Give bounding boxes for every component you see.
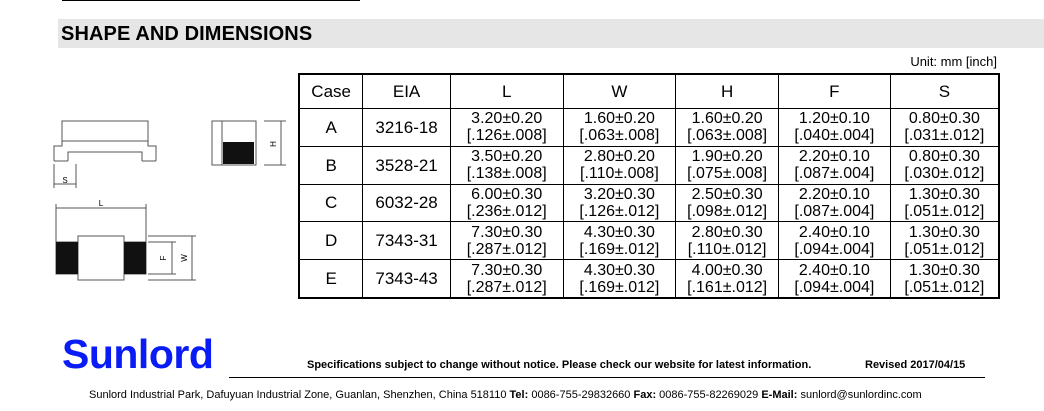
cell-case: A — [299, 109, 363, 147]
value-mm: 1.30±0.30 — [908, 223, 980, 241]
cell-h — [676, 222, 779, 260]
value-mm: 3.20±0.20 — [471, 110, 543, 128]
cell-case: D — [299, 222, 363, 260]
footer-address: Sunlord Industrial Park, Dafuyuan Industrial Zone, Guanlan, Shenzhen, China 518110 — [89, 389, 507, 401]
cell-l — [450, 146, 563, 184]
table-header-row — [299, 74, 999, 109]
cell-eia: 7343-43 — [363, 260, 451, 298]
value-inch: [.051±.012] — [904, 240, 985, 258]
cell-w — [563, 260, 676, 298]
revised-date: Revised 2017/04/15 — [865, 359, 966, 371]
value-mm: 4.30±0.30 — [583, 223, 655, 241]
table-row — [299, 184, 999, 222]
label-w: W — [180, 254, 189, 262]
value-inch: [.126±.008] — [466, 127, 547, 145]
value-mm: 1.90±0.20 — [691, 148, 763, 166]
value-inch: [.110±.008] — [580, 165, 659, 183]
value-inch: [.110±.012] — [687, 240, 767, 258]
table-row — [299, 109, 999, 147]
value-inch: [.087±.004] — [794, 202, 875, 220]
cell-s — [890, 146, 999, 184]
footer-email[interactable]: sunlord@sunlordinc.com — [800, 389, 922, 401]
component-drawing — [48, 104, 298, 304]
value-inch: [.287±.012] — [466, 278, 547, 296]
label-s: S — [62, 176, 68, 185]
footer — [89, 389, 922, 401]
value-inch: [.030±.012] — [904, 165, 985, 183]
value-inch: [.169±.012] — [579, 240, 660, 258]
value-mm: 2.20±0.10 — [798, 185, 870, 203]
value-mm: 2.80±0.30 — [691, 223, 763, 241]
value-mm: 7.30±0.30 — [471, 261, 543, 279]
top-rule — [62, 0, 360, 1]
table-row — [299, 260, 999, 298]
notice-text: Specifications subject to change without notice. Please check our website for latest information. — [307, 359, 812, 371]
label-h: H — [269, 141, 278, 147]
cell-s — [890, 184, 999, 222]
dimensions-table — [298, 73, 1000, 299]
header-s: S — [890, 74, 999, 109]
cell-eia: 3216-18 — [363, 109, 451, 147]
cell-l — [450, 109, 563, 147]
value-inch: [.051±.012] — [904, 202, 985, 220]
footer-email-label: E-Mail: — [761, 389, 798, 401]
value-inch: [.287±.012] — [466, 240, 547, 258]
value-inch: [.040±.004] — [794, 127, 875, 145]
value-mm: 1.60±0.20 — [691, 110, 763, 128]
value-inch: [.138±.008] — [466, 165, 547, 183]
cell-l — [450, 260, 563, 298]
cell-case: C — [299, 184, 363, 222]
cell-w — [563, 109, 676, 147]
cell-w — [563, 184, 676, 222]
value-mm: 1.30±0.30 — [908, 261, 980, 279]
label-l: L — [98, 199, 104, 208]
cell-s — [890, 222, 999, 260]
cell-case: E — [299, 260, 363, 298]
footer-tel-label: Tel: — [509, 389, 529, 401]
value-inch: [.094±.004] — [794, 278, 875, 296]
header-f: F — [779, 74, 891, 109]
cell-l — [450, 222, 563, 260]
value-mm: 7.30±0.30 — [471, 223, 543, 241]
value-mm: 1.60±0.20 — [583, 110, 655, 128]
header-case: Case — [299, 74, 363, 109]
table-row — [299, 222, 999, 260]
value-inch: [.098±.012] — [687, 202, 768, 220]
header-h: H — [676, 74, 779, 109]
cell-eia: 6032-28 — [363, 184, 451, 222]
value-mm: 1.30±0.30 — [908, 185, 980, 203]
value-mm: 0.80±0.30 — [908, 110, 980, 128]
value-mm: 2.50±0.30 — [691, 185, 763, 203]
cell-h — [676, 260, 779, 298]
value-mm: 4.00±0.30 — [691, 261, 763, 279]
cell-f — [779, 109, 891, 147]
cell-eia: 3528-21 — [363, 146, 451, 184]
brand-rule — [229, 377, 985, 378]
value-mm: 0.80±0.30 — [908, 148, 980, 166]
cell-s — [890, 260, 999, 298]
value-inch: [.087±.004] — [794, 165, 875, 183]
value-mm: 2.40±0.10 — [798, 223, 870, 241]
cell-w — [563, 222, 676, 260]
value-mm: 1.20±0.10 — [798, 110, 870, 128]
value-inch: [.094±.004] — [794, 240, 875, 258]
value-inch: [.031±.012] — [904, 127, 985, 145]
value-inch: [.075±.008] — [687, 165, 768, 183]
value-inch: [.236±.012] — [466, 202, 547, 220]
value-mm: 2.40±0.10 — [798, 261, 870, 279]
value-mm: 2.20±0.10 — [798, 148, 870, 166]
section-title: SHAPE AND DIMENSIONS — [61, 23, 313, 45]
cell-h — [676, 184, 779, 222]
cell-s — [890, 109, 999, 147]
value-mm: 4.30±0.30 — [583, 261, 655, 279]
value-inch: [.126±.012] — [579, 202, 660, 220]
table-row — [299, 146, 999, 184]
value-mm: 3.50±0.20 — [471, 148, 543, 166]
value-inch: [.063±.008] — [579, 127, 660, 145]
value-mm: 6.00±0.30 — [471, 185, 543, 203]
brand-logo: Sunlord — [62, 331, 214, 377]
unit-label: Unit: mm [inch] — [910, 54, 997, 69]
cell-h — [676, 146, 779, 184]
value-mm: 3.20±0.30 — [583, 185, 655, 203]
cell-h — [676, 109, 779, 147]
header-w: W — [563, 74, 676, 109]
cell-f — [779, 184, 891, 222]
cell-w — [563, 146, 676, 184]
cell-f — [779, 146, 891, 184]
footer-fax: 0086-755-82269029 — [659, 389, 759, 401]
cell-case: B — [299, 146, 363, 184]
value-inch: [.161±.012] — [687, 278, 768, 296]
cell-f — [779, 222, 891, 260]
header-l: L — [450, 74, 563, 109]
header-eia: EIA — [363, 74, 451, 109]
value-inch: [.063±.008] — [687, 127, 768, 145]
footer-fax-label: Fax: — [633, 389, 657, 401]
cell-f — [779, 260, 891, 298]
value-inch: [.051±.012] — [904, 278, 985, 296]
cell-l — [450, 184, 563, 222]
label-f: F — [159, 255, 168, 261]
value-mm: 2.80±0.20 — [583, 148, 655, 166]
cell-eia: 7343-31 — [363, 222, 451, 260]
value-inch: [.169±.012] — [579, 278, 660, 296]
footer-tel: 0086-755-29832660 — [531, 389, 631, 401]
